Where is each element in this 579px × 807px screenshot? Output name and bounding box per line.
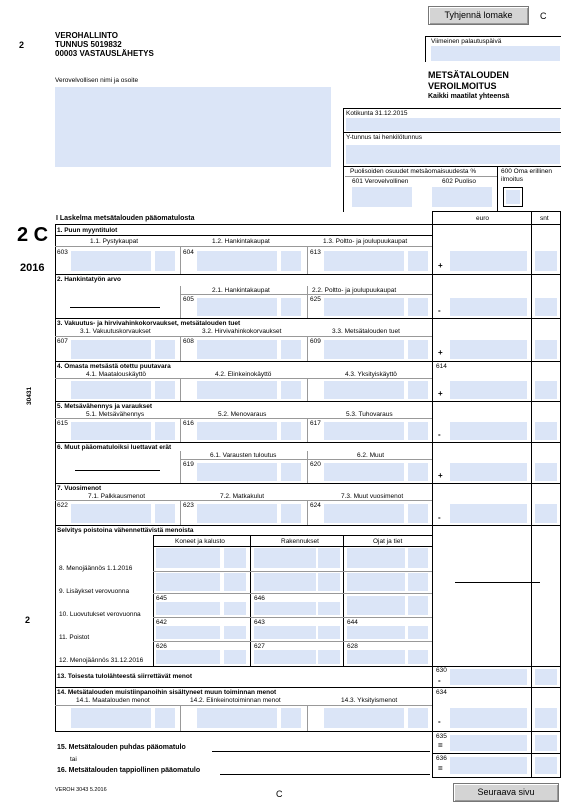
dep-8-2-snt[interactable] xyxy=(318,548,340,568)
code-623: 623 xyxy=(183,502,194,509)
sign-s16: = xyxy=(438,764,443,773)
s5-label-c: 5.3. Tuhovaraus xyxy=(346,411,393,418)
dep-8-1-snt[interactable] xyxy=(224,548,246,568)
field-609-euro[interactable] xyxy=(324,340,404,359)
field-14-2-euro[interactable] xyxy=(197,708,277,728)
s6-title: 6. Muut pääomatuloiksi luettavat erät xyxy=(57,444,172,451)
field-607-euro[interactable] xyxy=(71,340,151,359)
field-613-snt[interactable] xyxy=(408,251,428,271)
field-646-snt[interactable] xyxy=(318,602,340,615)
dep-row-8: 8. Menojäännös 1.1.2016 xyxy=(59,565,133,572)
field-609-snt[interactable] xyxy=(408,340,428,359)
code-615: 615 xyxy=(57,420,68,427)
s4-label-b: 4.2. Elinkeinokäyttö xyxy=(215,371,272,378)
code-643: 643 xyxy=(254,619,265,626)
clear-form-button[interactable]: Tyhjennä lomake xyxy=(428,6,529,25)
field-4-1-euro[interactable] xyxy=(71,381,151,399)
s1-label-b: 1.2. Hankintakaupat xyxy=(212,238,270,245)
sign-s1: + xyxy=(438,261,443,270)
authority-tunnus: TUNNUS 5019832 xyxy=(55,40,122,49)
s5-label-a: 5.1. Metsävähennys xyxy=(86,411,145,418)
s16-title: 16. Metsätalouden tappiollinen pääomatulo xyxy=(57,767,201,774)
total-s2-euro[interactable] xyxy=(450,298,527,316)
s3-label-a: 3.1. Vakuutuskorvaukset xyxy=(80,328,151,335)
field-604-snt[interactable] xyxy=(281,251,301,271)
dep-col-ditches: Ojat ja tiet xyxy=(373,538,403,545)
field-628-snt[interactable] xyxy=(408,650,428,664)
dep-9-3-euro[interactable] xyxy=(347,573,405,591)
code-608: 608 xyxy=(183,338,194,345)
last-return-date-field[interactable] xyxy=(431,46,560,61)
authority-name: VEROHALLINTO xyxy=(55,31,118,40)
field-636-snt[interactable] xyxy=(535,757,557,774)
field-624-euro[interactable] xyxy=(324,504,404,523)
s7-label-a: 7.1. Palkkausmenot xyxy=(88,493,146,500)
field-615-snt[interactable] xyxy=(155,422,175,440)
field-4-2-euro[interactable] xyxy=(197,381,277,399)
code-627: 627 xyxy=(254,643,265,650)
total-s7-euro[interactable] xyxy=(450,504,527,523)
side-page-number: 2 xyxy=(25,615,31,625)
dep-col-buildings: Rakennukset xyxy=(281,538,319,545)
code-635: 635 xyxy=(436,733,447,740)
field-14-3-euro[interactable] xyxy=(324,708,404,728)
field-619-snt[interactable] xyxy=(281,463,301,481)
code-603: 603 xyxy=(57,249,68,256)
code-607: 607 xyxy=(57,338,68,345)
field-605-euro[interactable] xyxy=(197,298,277,316)
kotikunta-field[interactable] xyxy=(346,118,560,131)
field-617-snt[interactable] xyxy=(408,422,428,440)
dep-row-11: 11. Poistot xyxy=(59,634,90,641)
code-620: 620 xyxy=(310,461,321,468)
field-625-snt[interactable] xyxy=(408,298,428,316)
code-630: 630 xyxy=(436,667,447,674)
s13-title: 13. Toisesta tulolähteestä siirrettävät menot xyxy=(57,673,192,680)
sign-s13: - xyxy=(438,676,441,685)
s4-label-a: 4.1. Maatalouskäyttö xyxy=(86,371,146,378)
field-605-snt[interactable] xyxy=(281,298,301,316)
field-4-3-snt[interactable] xyxy=(408,381,428,399)
total-s5-euro[interactable] xyxy=(450,422,527,440)
total-s4-euro[interactable] xyxy=(450,381,527,399)
s14-label-b: 14.2. Elinkeinotoiminnan menot xyxy=(190,697,281,704)
code-617: 617 xyxy=(310,420,321,427)
total-s6-snt[interactable] xyxy=(535,463,557,481)
code-628: 628 xyxy=(347,643,358,650)
s15-or: tai xyxy=(70,756,77,763)
taxpayer-label: Verovelvollisen nimi ja osoite xyxy=(55,77,139,84)
field-623-euro[interactable] xyxy=(197,504,277,523)
code-642: 642 xyxy=(156,619,167,626)
code-613: 613 xyxy=(310,249,321,256)
code-605: 605 xyxy=(183,296,194,303)
field-622-euro[interactable] xyxy=(71,504,151,523)
field-645-snt[interactable] xyxy=(224,602,246,615)
field-608-snt[interactable] xyxy=(281,340,301,359)
form-code: 2 C xyxy=(17,224,49,246)
next-page-button[interactable]: Seuraava sivu xyxy=(453,783,559,802)
s14-label-a: 14.1. Maatalouden menot xyxy=(76,697,150,704)
total-s3-snt[interactable] xyxy=(535,340,557,359)
total-s1-snt[interactable] xyxy=(535,251,557,271)
s7-label-c: 7.3. Muut vuosimenot xyxy=(341,493,404,500)
dep-9-1-euro[interactable] xyxy=(156,573,220,591)
dep-col-machinery: Koneet ja kalusto xyxy=(175,538,225,545)
dep-10-3-euro[interactable] xyxy=(347,596,405,615)
sign-s2: - xyxy=(438,306,441,315)
code-636: 636 xyxy=(436,755,447,762)
s1-label-a: 1.1. Pystykaupat xyxy=(90,238,139,245)
field-635-snt[interactable] xyxy=(535,735,557,751)
footer-page-code: C xyxy=(276,789,283,799)
taxpayer-name-address-field[interactable] xyxy=(55,87,331,167)
code-614: 614 xyxy=(436,363,447,370)
code-622: 622 xyxy=(57,502,68,509)
s6-label-c: 6.2. Muut xyxy=(357,452,385,459)
sign-s4: + xyxy=(438,389,443,398)
ytunnus-field[interactable] xyxy=(346,145,560,164)
field-615-euro[interactable] xyxy=(71,422,151,440)
field-608-euro[interactable] xyxy=(197,340,277,359)
total-s2-snt[interactable] xyxy=(535,298,557,316)
field-635-euro[interactable] xyxy=(450,735,527,751)
field-607-snt[interactable] xyxy=(155,340,175,359)
field-643-euro[interactable] xyxy=(254,626,316,639)
field-630-snt[interactable] xyxy=(535,669,557,685)
sign-s3: + xyxy=(438,348,443,357)
s3-title: 3. Vakuutus- ja hirvivahinkokorvaukset, metsätalouden tuet xyxy=(57,320,241,327)
field-625-euro[interactable] xyxy=(324,298,404,316)
spouse-602-label: 602 Puoliso xyxy=(442,178,476,185)
form-title-line2: VEROILMOITUS xyxy=(428,81,497,91)
field-14-1-euro[interactable] xyxy=(71,708,151,728)
total-s1-euro[interactable] xyxy=(450,251,527,271)
dep-8-3-snt[interactable] xyxy=(408,548,428,568)
separate-return-label: 600 Oma erillinen ilmoitus xyxy=(501,168,552,183)
code-644: 644 xyxy=(347,619,358,626)
field-646-euro[interactable] xyxy=(254,602,316,615)
code-609: 609 xyxy=(310,338,321,345)
s5-title: 5. Metsävähennys ja varaukset xyxy=(57,403,153,410)
side-number: 30431 xyxy=(26,386,33,405)
field-4-3-euro[interactable] xyxy=(324,381,404,399)
field-603-euro[interactable] xyxy=(71,251,151,271)
field-642-euro[interactable] xyxy=(156,626,220,639)
code-625: 625 xyxy=(310,296,321,303)
dep-8-1-euro[interactable] xyxy=(156,548,220,568)
sign-s6: + xyxy=(438,471,443,480)
dep-row-12: 12. Menojäännös 31.12.2016 xyxy=(59,657,144,664)
column-euro: euro xyxy=(476,215,490,222)
field-602[interactable] xyxy=(432,187,492,207)
field-620-snt[interactable] xyxy=(408,463,428,481)
field-645-euro[interactable] xyxy=(156,602,220,615)
depreciation-title: Selvitys poistoina vähennettävistä menoista xyxy=(57,527,194,534)
field-613-euro[interactable] xyxy=(324,251,404,271)
s6-label-b: 6.1. Varausten tuloutus xyxy=(210,452,277,459)
sign-s5: - xyxy=(438,430,441,439)
spouse-601-label: 601 Verovelvollinen xyxy=(352,178,409,185)
spouse-shares-label: Puolisoiden osuudet metsäomaisuudesta % xyxy=(350,168,477,175)
field-636-euro[interactable] xyxy=(450,757,527,774)
s15-title: 15. Metsätalouden puhdas pääomatulo xyxy=(57,744,186,751)
s2-label-c: 2.2. Poltto- ja joulupuukaupat xyxy=(312,287,397,294)
dep-9-1-snt[interactable] xyxy=(224,573,246,591)
dep-9-2-euro[interactable] xyxy=(254,573,316,591)
form-subtitle: Kaikki maatilat yhteensä xyxy=(428,93,510,100)
dep-8-3-euro[interactable] xyxy=(347,548,405,568)
total-s4-snt[interactable] xyxy=(535,381,557,399)
kotikunta-label: Kotikunta 31.12.2015 xyxy=(346,110,408,117)
field-604-euro[interactable] xyxy=(197,251,277,271)
field-626-euro[interactable] xyxy=(156,650,220,664)
field-14-3-snt[interactable] xyxy=(408,708,428,728)
dep-row-10: 10. Luovutukset verovuonna xyxy=(59,611,141,618)
field-627-euro[interactable] xyxy=(254,650,316,664)
field-628-euro[interactable] xyxy=(347,650,405,664)
s4-title: 4. Omasta metsästä otettu puutavara xyxy=(57,363,171,370)
field-603-snt[interactable] xyxy=(155,251,175,271)
s2-title: 2. Hankintatyön arvo xyxy=(57,276,121,283)
page-number: 2 xyxy=(19,40,25,50)
dep-9-3-snt[interactable] xyxy=(408,573,428,591)
field-634-euro[interactable] xyxy=(450,708,527,728)
field-626-snt[interactable] xyxy=(224,650,246,664)
code-616: 616 xyxy=(183,420,194,427)
s5-label-b: 5.2. Menovaraus xyxy=(218,411,267,418)
dep-8-2-euro[interactable] xyxy=(254,548,316,568)
field-619-euro[interactable] xyxy=(197,463,277,481)
code-624: 624 xyxy=(310,502,321,509)
field-622-snt[interactable] xyxy=(155,504,175,523)
total-s5-snt[interactable] xyxy=(535,422,557,440)
code-604: 604 xyxy=(183,249,194,256)
field-620-euro[interactable] xyxy=(324,463,404,481)
sign-s14: - xyxy=(438,717,441,726)
code-626: 626 xyxy=(156,643,167,650)
field-4-2-snt[interactable] xyxy=(281,381,301,399)
total-s7-snt[interactable] xyxy=(535,504,557,523)
field-616-snt[interactable] xyxy=(281,422,301,440)
s1-title: 1. Puun myyntitulot xyxy=(57,227,118,234)
field-616-euro[interactable] xyxy=(197,422,277,440)
ytunnus-label: Y-tunnus tai henkilötunnus xyxy=(346,134,423,141)
authority-address: 00003 VASTAUSLÄHETYS xyxy=(55,49,154,58)
field-601[interactable] xyxy=(352,187,412,207)
dep-row-9: 9. Lisäykset verovuonna xyxy=(59,588,130,595)
s2-label-b: 2.1. Hankintakaupat xyxy=(212,287,270,294)
form-year: 2016 xyxy=(20,262,45,274)
field-634-snt[interactable] xyxy=(535,708,557,728)
sign-s7: - xyxy=(438,513,441,522)
s4-label-c: 4.3. Yksityiskäyttö xyxy=(345,371,397,378)
sign-s15: = xyxy=(438,741,443,750)
separate-return-checkbox[interactable] xyxy=(503,187,523,207)
dep-9-2-snt[interactable] xyxy=(318,573,340,591)
dep-10-3-snt[interactable] xyxy=(408,596,428,615)
total-s3-euro[interactable] xyxy=(450,340,527,359)
page-code-top: C xyxy=(540,11,547,21)
field-642-snt[interactable] xyxy=(224,626,246,639)
field-4-1-snt[interactable] xyxy=(155,381,175,399)
s3-label-c: 3.3. Metsätalouden tuet xyxy=(332,328,400,335)
code-634: 634 xyxy=(436,689,447,696)
field-644-euro[interactable] xyxy=(347,626,405,639)
field-644-snt[interactable] xyxy=(408,626,428,639)
total-s6-euro[interactable] xyxy=(450,463,527,481)
s7-title: 7. Vuosimenot xyxy=(57,485,102,492)
field-14-2-snt[interactable] xyxy=(281,708,301,728)
field-627-snt[interactable] xyxy=(318,650,340,664)
form-title-line1: METSÄTALOUDEN xyxy=(428,70,509,80)
s7-label-b: 7.2. Matkakulut xyxy=(220,493,265,500)
s1-label-c: 1.3. Poltto- ja joulupuukaupat xyxy=(323,238,408,245)
field-630-euro[interactable] xyxy=(450,669,527,685)
column-snt: snt xyxy=(540,215,549,222)
section-title: I Laskelma metsätalouden pääomatulosta xyxy=(56,215,195,222)
code-619: 619 xyxy=(183,461,194,468)
last-return-date-label: Viimeinen palautuspäivä xyxy=(431,38,502,45)
s14-title: 14. Metsätalouden muistiinpanoihin sisältyneet muun toiminnan menot xyxy=(57,689,277,696)
footer-form-code: VEROH 3043 5.2016 xyxy=(55,787,107,793)
s3-label-b: 3.2. Hirvivahinkokorvaukset xyxy=(202,328,282,335)
s14-label-c: 14.3. Yksityismenot xyxy=(341,697,398,704)
code-646: 646 xyxy=(254,595,265,602)
field-643-snt[interactable] xyxy=(318,626,340,639)
field-623-snt[interactable] xyxy=(281,504,301,523)
field-624-snt[interactable] xyxy=(408,504,428,523)
field-617-euro[interactable] xyxy=(324,422,404,440)
field-14-1-snt[interactable] xyxy=(155,708,175,728)
code-645: 645 xyxy=(156,595,167,602)
